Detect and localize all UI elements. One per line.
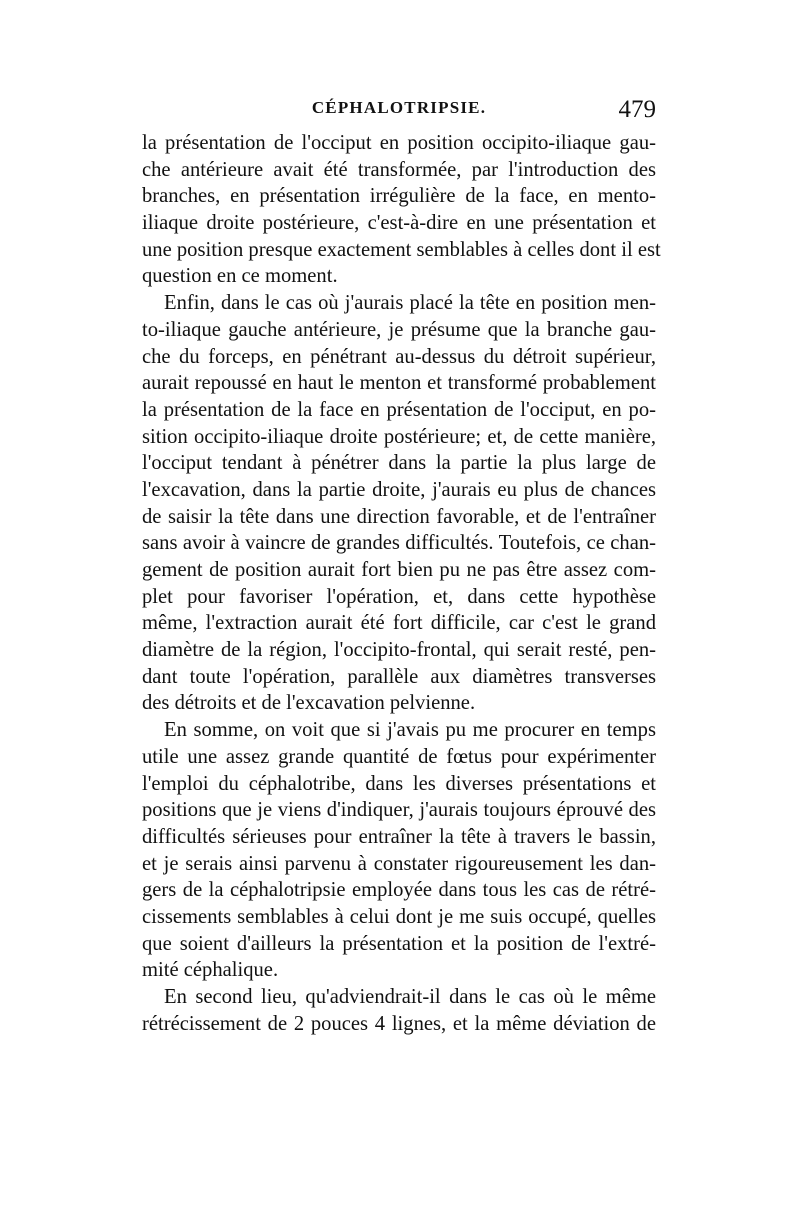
running-head	[142, 96, 656, 126]
text-line: to-iliaque gauche antérieure, je présume que la branche gau-	[142, 318, 656, 341]
text-line: l'excavation, dans la partie droite, j'aurais eu plus de chances	[142, 478, 656, 501]
text-line: branches, en présentation irrégulière de la face, en mento-	[142, 185, 656, 208]
text-line: sition occipito-iliaque droite postérieure; et, de cette manière,	[142, 425, 656, 448]
text-line: En somme, on voit que si j'avais pu me procurer en temps	[164, 719, 656, 742]
text-line: En second lieu, qu'adviendrait-il dans le cas où le même	[164, 986, 656, 1008]
text-line: question en ce moment.	[142, 265, 338, 288]
text-line: rétrécissement de 2 pouces 4 lignes, et la même déviation de	[142, 1012, 656, 1035]
page-number: 479	[618, 96, 656, 123]
text-line: sans avoir à vaincre de grandes difficultés. Toutefois, ce chan-	[142, 532, 656, 555]
text-line: mité céphalique.	[142, 959, 279, 982]
text-line: la présentation de l'occiput en position occipito-iliaque gau-	[142, 132, 656, 154]
text-line: la présentation de la face en présentation de l'occiput, en po-	[142, 398, 656, 421]
text-line: difficultés sérieuses pour entraîner la tête à travers le bassin,	[142, 825, 656, 848]
text-line: iliaque droite postérieure, c'est-à-dire en une présentation et	[142, 212, 656, 235]
text-line: gement de position aurait fort bien pu ne pas être assez com-	[142, 559, 656, 581]
text-line: aurait repoussé en haut le menton et transformé probablement	[142, 372, 656, 395]
text-line: que soient d'ailleurs la présentation et la position de l'extré-	[142, 932, 656, 955]
text-line: plet pour favoriser l'opération, et, dans cette hypothèse	[142, 585, 656, 608]
running-title: CÉPHALOTRIPSIE.	[311, 98, 487, 117]
text-line: l'occiput tendant à pénétrer dans la partie la plus large de	[142, 452, 656, 475]
text-line: une position presque exactement semblables à celles dont il est	[142, 238, 661, 261]
text-line: che du forceps, en pénétrant au-dessus du détroit supérieur,	[142, 345, 656, 368]
text-line: dant toute l'opération, parallèle aux diamètres transverses	[142, 665, 656, 688]
text-line: che antérieure avait été transformée, par l'introduction des	[142, 158, 656, 181]
text-line: positions que je viens d'indiquer, j'aurais toujours éprouvé des	[142, 799, 656, 822]
body-text	[142, 130, 661, 1037]
text-line: utile une assez grande quantité de fœtus pour expérimenter	[142, 745, 656, 768]
text-line: et je serais ainsi parvenu à constater rigoureusement les dan-	[142, 852, 656, 875]
text-line: de saisir la tête dans une direction favorable, et de l'entraîner	[142, 505, 656, 528]
text-line: l'emploi du céphalotribe, dans les diverses présentations et	[142, 772, 656, 795]
text-line: Enfin, dans le cas où j'aurais placé la tête en position men-	[164, 292, 656, 315]
text-line: diamètre de la région, l'occipito-frontal, qui serait resté, pen-	[142, 639, 656, 662]
text-line: gers de la céphalotripsie employée dans tous les cas de rétré-	[142, 879, 656, 902]
text-line: des détroits et de l'excavation pelvienne.	[142, 692, 476, 715]
text-line: cissements semblables à celui dont je me suis occupé, quelles	[142, 905, 656, 928]
text-line: même, l'extraction aurait été fort difficile, car c'est le grand	[142, 612, 656, 635]
